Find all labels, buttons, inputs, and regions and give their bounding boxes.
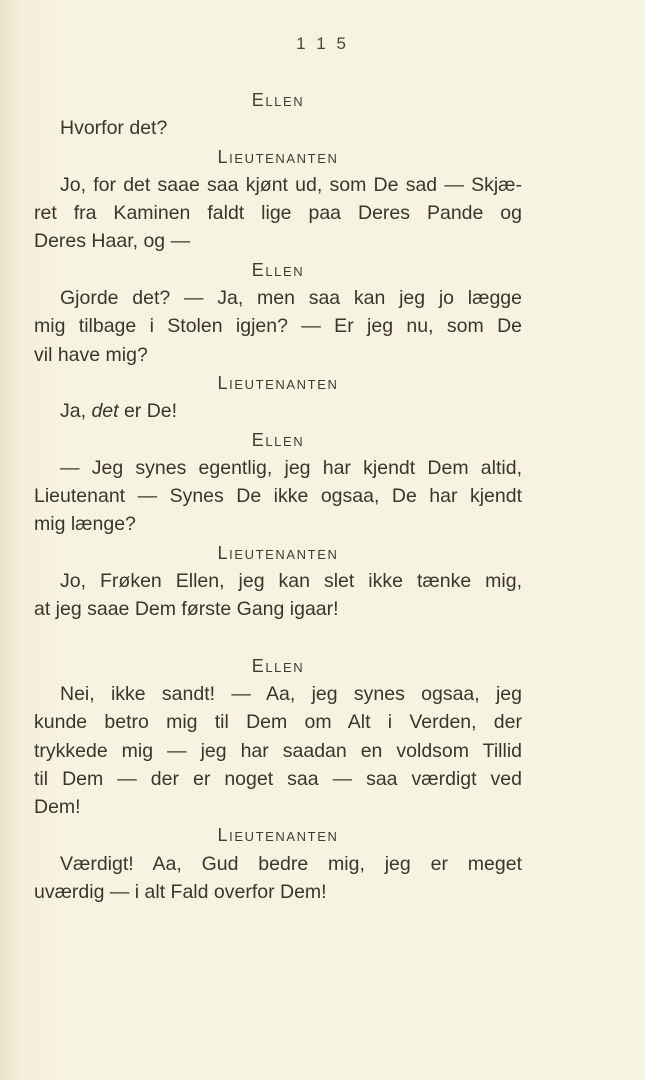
dialogue-line: Dem! — [34, 796, 81, 819]
italic-emphasis: det — [91, 400, 119, 423]
dialogue-line: kunde betro mig til Dem om Alt i Verden, der — [34, 711, 522, 734]
dialogue-line: Værdigt! Aa, Gud bedre mig, jeg er meget — [60, 852, 522, 875]
dialogue-line — [34, 397, 522, 425]
dialogue-line: Lieutenant — Synes De ikke ogsaa, De har kjendt — [34, 485, 522, 508]
dialogue-line: Hvorfor det? — [60, 117, 168, 140]
dialogue-line: mig længe? — [34, 513, 136, 536]
dialogue-line: Jo, for det saae saa kjønt ud, som De sad — Skjæ- — [60, 173, 522, 196]
speaker-ellen: Ellen — [251, 90, 305, 110]
page-number: 1 1 5 — [296, 34, 349, 53]
dialogue-line: Gjorde det? — Ja, men saa kan jeg jo lægge — [60, 287, 522, 310]
dialogue-line: at jeg saae Dem første Gang igaar! — [34, 598, 339, 621]
text-span: Ja, — [60, 400, 92, 423]
speaker-ellen: Ellen — [251, 655, 305, 676]
speaker-lieutenanten: Lieutenanten — [217, 825, 339, 846]
dialogue-line: Jo, Frøken Ellen, jeg kan slet ikke tænke mig, — [60, 570, 522, 593]
dialogue-line: Nei, ikke sandt! — Aa, jeg synes ogsaa, jeg — [60, 682, 522, 705]
dialogue-text — [34, 86, 522, 906]
paragraph-gap — [34, 624, 522, 652]
dialogue-line: til Dem — der er noget saa — saa værdigt ved — [34, 767, 522, 790]
dialogue-line: mig tilbage i Stolen igjen? — Er jeg nu, som De — [34, 315, 522, 338]
speaker-ellen: Ellen — [251, 259, 305, 280]
dialogue-line: Deres Haar, og — — [34, 230, 191, 253]
dialogue-line: ret fra Kaminen faldt lige paa Deres Pande og — [34, 202, 522, 225]
dialogue-line: uværdig — i alt Fald overfor Dem! — [34, 881, 327, 904]
dialogue-line: vil have mig? — [34, 343, 148, 366]
speaker-lieutenanten: Lieutenanten — [217, 542, 339, 563]
speaker-ellen: Ellen — [251, 429, 305, 450]
speaker-lieutenanten: Lieutenanten — [217, 146, 339, 167]
text-span: er De! — [118, 400, 178, 423]
dialogue-line: trykkede mig — jeg har saadan en voldsom Tillid — [34, 739, 522, 762]
speaker-lieutenanten: Lieutenanten — [217, 372, 339, 393]
dialogue-line: — Jeg synes egentlig, jeg har kjendt Dem altid, — [60, 456, 522, 479]
